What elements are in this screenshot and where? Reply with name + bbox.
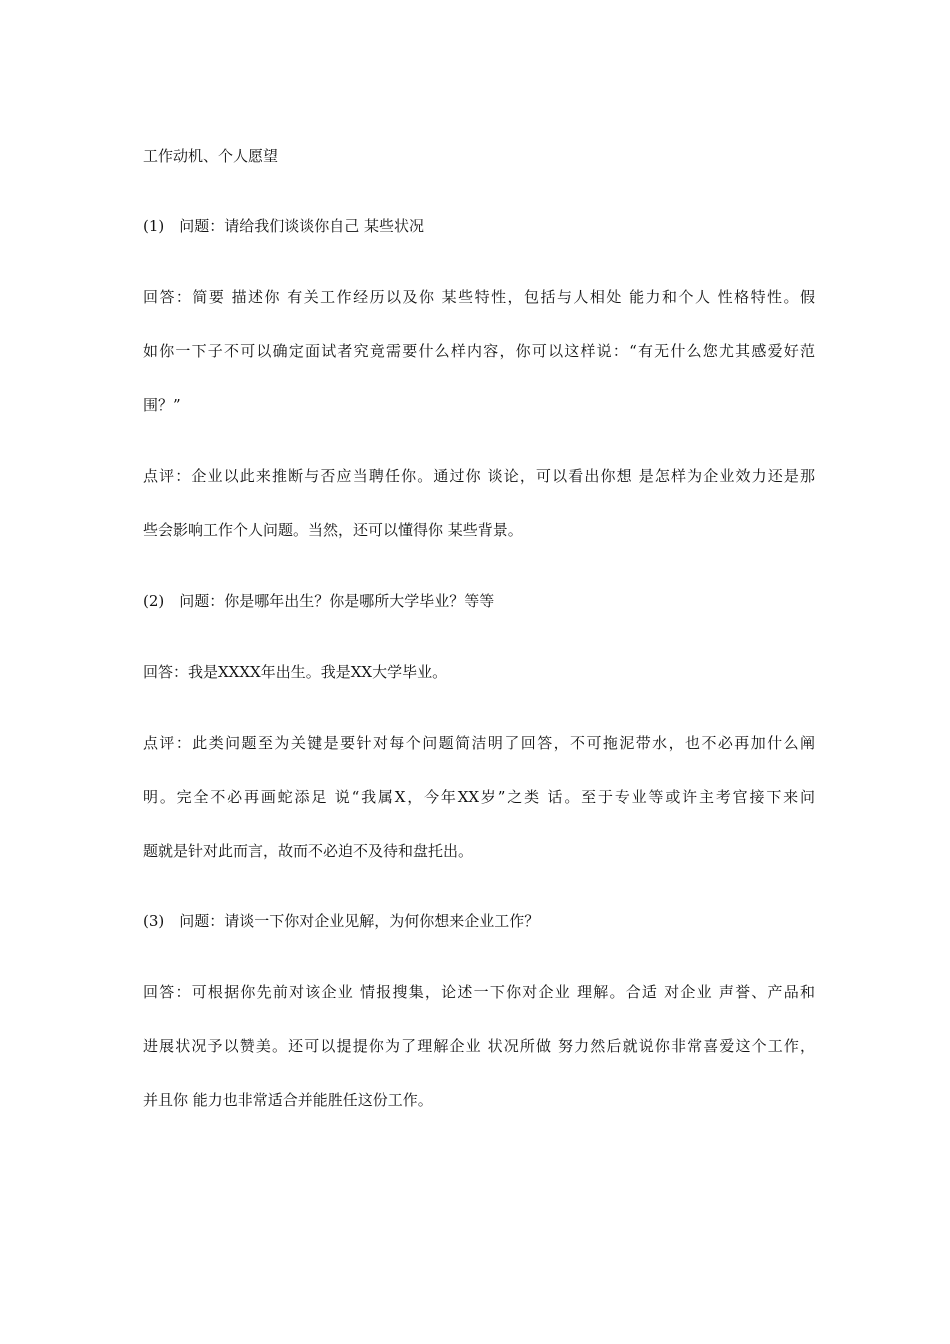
- answer-1-line-3: 围？”: [143, 396, 181, 414]
- question-2: (2) 问题：你是哪年出生？你是哪所大学毕业？等等: [143, 592, 495, 610]
- comment-2-line-2: 明。完全不必再画蛇添足 说“我属X，今年XX岁”之类 话。至于专业等或许主考官接下来问: [143, 788, 815, 806]
- answer-3-line-2: 进展状况予以赞美。还可以提提你为了理解企业 状况所做 努力然后就说你非常喜爱这个工作，: [143, 1037, 815, 1055]
- answer-3-line-1: 回答：可根据你先前对该企业 情报搜集，论述一下你对企业 理解。合适 对企业 声誉、产品和: [143, 983, 815, 1001]
- answer-1-line-1: 回答：简要 描述你 有关工作经历以及你 某些特性，包括与人相处 能力和个人 性格特性。假: [143, 288, 815, 306]
- question-1: (1) 问题：请给我们谈谈你自己 某些状况: [143, 217, 425, 235]
- section-title: 工作动机、个人愿望: [143, 147, 279, 165]
- answer-1-line-2: 如你一下子不可以确定面试者究竟需要什么样内容，你可以这样说：“有无什么您尤其感爱好范: [143, 342, 815, 360]
- comment-2-line-3: 题就是针对此而言，故而不必迫不及待和盘托出。: [143, 842, 474, 860]
- comment-1-line-2: 些会影响工作个人问题。当然，还可以懂得你 某些背景。: [143, 521, 523, 539]
- answer-3-line-3: 并且你 能力也非常适合并能胜任这份工作。: [143, 1091, 433, 1109]
- question-3: (3) 问题：请谈一下你对企业见解，为何你想来企业工作？: [143, 912, 540, 930]
- comment-1-line-1: 点评：企业以此来推断与否应当聘任你。通过你 谈论，可以看出你想 是怎样为企业效力还是那: [143, 467, 815, 485]
- comment-2-line-1: 点评：此类问题至为关键是要针对每个问题简洁明了回答，不可拖泥带水，也不必再加什么阐: [143, 734, 815, 752]
- answer-2-line-1: 回答：我是XXXX年出生。我是XX大学毕业。: [143, 663, 448, 681]
